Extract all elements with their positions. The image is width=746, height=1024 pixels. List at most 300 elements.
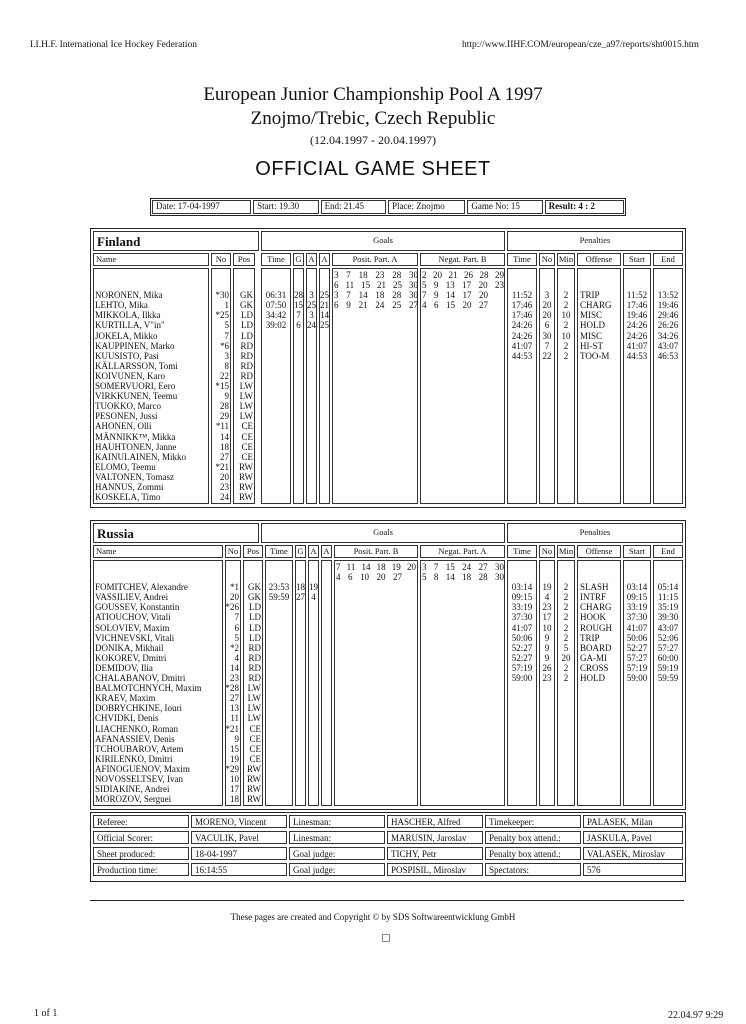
minus-player: 21	[448, 270, 458, 280]
title-line2: Znojmo/Trebic, Czech Republic	[250, 108, 496, 129]
goal-assist: 4	[311, 592, 316, 603]
player-name: MIKKOLA, Ilkka	[95, 310, 161, 321]
russia-penalty-times	[507, 562, 537, 703]
minus-player: 17	[462, 290, 472, 301]
player-name: VASSILIEV, Andrei	[95, 592, 169, 603]
penalty-minutes: 2	[563, 622, 569, 633]
finland-penalty-times	[507, 270, 537, 381]
player-number: *21	[215, 461, 229, 472]
plus-player: 11	[345, 280, 355, 291]
penalty-end: 52:06	[657, 632, 679, 643]
russia-player-names	[95, 562, 223, 824]
goal-time: 34:42	[265, 310, 287, 321]
penalty-start: 19:46	[626, 310, 648, 321]
goal-time: 07:50	[265, 300, 287, 311]
penalty-start: 24:26	[626, 330, 648, 341]
player-position: CE	[241, 441, 253, 452]
player-number: 5	[224, 320, 229, 331]
plus-player: 6	[348, 572, 353, 583]
minus-player: 9	[433, 280, 439, 291]
plus-player: 7	[346, 290, 351, 301]
minus-player: 26	[464, 270, 473, 280]
player-position: LW	[247, 683, 261, 694]
game-end: End: 21.45	[321, 200, 386, 214]
penalty-end: 57:27	[657, 642, 679, 653]
plus-player: 18	[375, 290, 385, 301]
minus-player: 28	[479, 270, 489, 280]
minus-player: 7	[422, 290, 427, 301]
player-position: CE	[249, 753, 261, 764]
plus-player: 27	[408, 300, 418, 311]
minus-player: 27	[479, 300, 488, 311]
penalty-end: 05:14	[657, 582, 679, 593]
penalty-start: 52:27	[626, 642, 648, 653]
finland-penalty-ends	[653, 270, 683, 381]
player-position: GK	[248, 592, 261, 603]
russia-penalty-numbers	[539, 562, 555, 703]
penalty-end: 43:07	[657, 622, 679, 633]
russia-penalty-starts	[623, 562, 651, 703]
finland-player-numbers	[211, 270, 229, 522]
plus-player: 19	[391, 562, 401, 572]
goal-assist: 3	[309, 310, 314, 321]
player-number: 7	[234, 612, 239, 623]
player-position: RW	[246, 784, 261, 795]
penalty-time: 03:14	[511, 582, 533, 593]
player-number: 27	[220, 451, 229, 462]
player-name: MÄNNIKK™, Mikka	[95, 431, 176, 442]
pen-no-header: No	[539, 253, 555, 266]
penalty-start: 24:26	[626, 320, 648, 331]
player-name: CHALABANOV, Dmitri	[95, 673, 186, 684]
goal-scorer: 18	[296, 582, 305, 593]
player-position: RD	[248, 642, 261, 653]
penalty-player: 10	[542, 622, 552, 633]
finland-goal-scorers	[293, 270, 304, 351]
goal-assist: 3	[309, 290, 314, 301]
player-position: RD	[240, 360, 253, 371]
goal-g-header: G	[295, 545, 306, 558]
finland-goals-heading: Goals	[373, 235, 393, 245]
russia-goal-scorers	[295, 562, 306, 623]
minus-player: 30	[494, 572, 504, 583]
player-name: GOUSSEV, Konstantin	[95, 602, 180, 613]
russia-penalty-minutes	[557, 562, 575, 703]
player-position: LW	[239, 391, 253, 402]
plus-player: 24	[375, 300, 385, 311]
player-position: RD	[248, 662, 261, 673]
player-position: LD	[241, 310, 253, 321]
minus-player: 27	[478, 562, 488, 572]
player-number: 20	[230, 592, 239, 603]
player-number: 14	[230, 662, 239, 673]
player-name: AFANASSIEV, Denis	[95, 733, 175, 744]
negat-part-header: Negat. Part. A	[420, 545, 505, 558]
penalty-player: 30	[542, 330, 552, 341]
penalty-player: 17	[542, 612, 552, 623]
penalty-time: 37:30	[511, 612, 533, 623]
plus-player: 15	[361, 280, 371, 291]
minus-player: 20	[462, 300, 472, 311]
player-number: 1	[224, 300, 229, 311]
penalty-box2-value: VALASEK, Miroslav	[583, 847, 683, 860]
penalty-end: 59:19	[657, 662, 679, 673]
russia-player-positions	[243, 562, 261, 824]
penalty-offense: INTRF	[580, 592, 607, 603]
penalty-offense: TRIP	[580, 632, 600, 643]
timekeeper-value: PALASEK, Milan	[583, 815, 683, 828]
goal-time-header: Time	[265, 545, 293, 558]
player-name: KAUPPINEN, Marko	[95, 340, 175, 351]
minus-player: 20	[479, 290, 488, 301]
goal-assist	[321, 582, 332, 592]
goal-scorer: 15	[294, 300, 303, 311]
player-number: *29	[225, 763, 239, 774]
player-position: LW	[247, 713, 261, 724]
penalty-player: 9	[544, 642, 550, 653]
produced-value: 18-04-1997	[191, 847, 287, 860]
player-position: CE	[241, 451, 253, 462]
penalty-minutes: 2	[563, 290, 569, 301]
penalty-end: 11:15	[657, 592, 679, 603]
player-name: SOLOVIEV, Maxim	[95, 622, 170, 633]
minus-player: 8	[433, 572, 439, 583]
player-number: 14	[220, 431, 229, 442]
penalty-minutes: 2	[563, 592, 569, 603]
goal-time: 06:31	[265, 290, 287, 301]
player-name: VIRKKUNEN, Teemu	[95, 391, 178, 402]
player-number: *26	[225, 602, 239, 613]
plus-player: 4	[336, 572, 341, 583]
penalty-minutes: 2	[563, 662, 569, 673]
goal-a2-header: A	[319, 253, 330, 266]
player-name: DOBRYCHKINE, Iouri	[95, 703, 182, 714]
penalty-offense: HI-ST	[580, 340, 603, 351]
penalty-time: 50:06	[511, 632, 533, 643]
minus-player: 14	[445, 572, 455, 583]
penalty-time: 44:53	[511, 350, 533, 361]
title-line1: European Junior Championship Pool A 1997	[203, 84, 543, 105]
officials-table	[90, 812, 686, 882]
player-name: NORONEN, Mika	[95, 290, 163, 301]
goal-a2-header: A	[321, 545, 332, 558]
minus-player: 13	[445, 280, 455, 291]
penalty-end: 13:52	[657, 290, 679, 301]
pos-header: Pos	[243, 545, 263, 558]
goal-scorer: 7	[296, 310, 301, 321]
penalty-end: 26:26	[657, 320, 679, 331]
penalty-start: 41:07	[626, 340, 648, 351]
game-place: Place: Znojmo	[388, 200, 465, 214]
plus-player: 11	[346, 562, 356, 572]
player-number: 7	[224, 330, 229, 341]
plus-player: 6	[334, 280, 339, 291]
plus-player: 25	[392, 300, 402, 311]
penalty-player: 19	[542, 582, 552, 593]
player-name: AHONEN, Olli	[95, 421, 152, 432]
game-number: Game No: 15	[467, 200, 542, 214]
pen-min-header: Min	[558, 546, 574, 556]
linesman2-value: MARUSIN, Jaroslav	[387, 831, 483, 844]
goal-assist: 25	[320, 290, 329, 301]
penalty-minutes: 2	[563, 300, 569, 311]
player-number: 9	[224, 391, 229, 402]
finland-player-names	[95, 270, 209, 522]
finland-team-name: Finland	[93, 231, 259, 251]
goal-assist	[321, 592, 332, 602]
player-number: 9	[234, 733, 239, 744]
player-name: BALMOTCHNYCH, Maxim	[95, 683, 202, 694]
pen-end-header: End	[653, 253, 683, 266]
spectators-label: Spectators:	[485, 863, 581, 876]
penalty-player: 6	[544, 320, 550, 331]
russia-penalty-ends	[653, 562, 683, 703]
penalty-end: 39:30	[657, 612, 679, 623]
finland-penalty-numbers	[539, 270, 555, 381]
game-start: Start: 19.30	[253, 200, 318, 214]
russia-goal-times	[265, 562, 293, 623]
penalty-player: 9	[544, 632, 550, 643]
penalty-minutes: 5	[563, 642, 569, 653]
player-position: RW	[238, 471, 253, 482]
player-name: JOKELA, Mikko	[95, 330, 158, 341]
player-number: *6	[220, 340, 229, 351]
penalty-time: 24:26	[511, 330, 533, 341]
penalty-offense: MISC	[580, 310, 603, 321]
goal-time-header: Time	[261, 253, 291, 266]
penalty-time: 33:19	[511, 602, 533, 613]
plus-player: 14	[361, 562, 371, 572]
player-number: *15	[215, 381, 229, 392]
russia-penalties-heading: Penalties	[579, 527, 611, 537]
plus-player: 28	[392, 290, 402, 301]
minus-player: 20	[433, 270, 442, 280]
player-position: LD	[249, 632, 261, 643]
minus-player: 17	[462, 280, 472, 291]
goal-time: 39:02	[265, 320, 287, 331]
player-position: RW	[238, 461, 253, 472]
page-count: 1 of 1	[34, 1008, 58, 1019]
print-stamp: 22.04.97 9:29	[668, 1010, 724, 1021]
player-name: ELOMO, Teemu	[95, 461, 156, 472]
pen-min-header: Min	[558, 254, 574, 264]
plus-player: 3	[334, 270, 339, 280]
player-number: 20	[220, 471, 229, 482]
minus-player: 4	[422, 300, 427, 311]
scorer-value: VACULIK, Pavel	[191, 831, 287, 844]
russia-posit-part	[336, 562, 416, 582]
penalty-minutes: 2	[563, 340, 569, 351]
pen-no-header: No	[539, 545, 555, 558]
player-number: 8	[224, 360, 229, 371]
pen-start-header: Start	[623, 545, 651, 558]
player-name: MOROZOV, Serguei	[95, 794, 172, 805]
player-position: RW	[238, 492, 253, 503]
plus-player: 21	[377, 280, 387, 291]
player-number: 18	[230, 794, 239, 805]
player-position: CE	[249, 733, 261, 744]
penalty-time: 52:27	[511, 642, 533, 653]
player-name: DEMIDOV, Ilia	[95, 662, 153, 673]
player-position: GK	[240, 300, 253, 311]
penalty-end: 46:53	[657, 350, 679, 361]
prodtime-label: Production time:	[93, 863, 189, 876]
minus-player: 7	[433, 562, 439, 572]
minus-player: 5	[422, 280, 427, 291]
player-number: 23	[230, 673, 239, 684]
penalty-minutes: 2	[563, 632, 569, 643]
player-name: KURTILLA, V"in"	[95, 320, 165, 331]
penalty-time: 57:19	[511, 662, 533, 673]
player-position: LD	[249, 612, 261, 623]
pen-time-header: Time	[507, 545, 537, 558]
penalty-offense: HOLD	[580, 673, 605, 684]
player-position: RD	[240, 350, 253, 361]
penalty-start: 41:07	[626, 622, 648, 633]
goaljudge1-label: Goal judge:	[289, 847, 385, 860]
page-url[interactable]: http://www.IIHF.COM/european/cze_a97/reports/sht0015.htm	[462, 40, 699, 50]
minus-player: 23	[494, 280, 504, 291]
penalty-player: 20	[542, 310, 552, 321]
goal-assist: 19	[309, 582, 318, 593]
goal-g-header: G	[293, 253, 304, 266]
plus-player: 20	[406, 562, 416, 572]
finland-goal-assist2	[319, 270, 330, 351]
penalty-minutes: 2	[563, 673, 569, 684]
goal-assist: 25	[307, 300, 316, 311]
plus-player: 27	[393, 572, 402, 583]
player-position: CE	[241, 431, 253, 442]
player-number: 27	[230, 693, 239, 704]
org-name: I.I.H.F. International Ice Hockey Federation	[30, 40, 198, 50]
goal-scorer: 28	[294, 290, 303, 301]
minus-player: 20	[478, 280, 488, 291]
game-info-bar	[150, 198, 626, 216]
finland-goal-assist1	[306, 270, 317, 351]
player-name: LIACHENKO, Roman	[95, 723, 178, 734]
scorer-label: Official Scorer:	[93, 831, 189, 844]
player-number: 5	[234, 632, 239, 643]
player-position: RW	[246, 794, 261, 805]
penalty-minutes: 2	[563, 612, 569, 623]
player-name: PESONEN, Jussi	[95, 411, 158, 422]
plus-player: 9	[346, 300, 351, 311]
pen-start-header: Start	[623, 253, 651, 266]
name-header: Name	[93, 253, 209, 266]
finland-penalties-heading: Penalties	[579, 235, 611, 245]
penalty-time: 41:07	[511, 622, 533, 633]
finland-section	[90, 228, 686, 508]
penalty-start: 09:15	[626, 592, 648, 603]
player-number: 19	[230, 753, 239, 764]
minus-player: 14	[446, 290, 455, 301]
finland-negat-part	[422, 270, 504, 310]
player-position: GK	[248, 582, 261, 593]
player-number: 10	[230, 773, 239, 784]
pen-offense-header: Offense	[577, 253, 621, 266]
minus-player: 9	[434, 290, 439, 301]
player-number: 4	[234, 652, 239, 663]
player-name: AFINOGUENOV, Maxim	[95, 763, 190, 774]
footer-divider	[90, 900, 684, 901]
game-result: Result: 4 : 2	[545, 200, 624, 214]
player-name: HAUHTONEN, Janne	[95, 441, 177, 452]
player-name: KOSKELA, Timo	[95, 492, 161, 503]
penalty-end: 35:19	[657, 602, 679, 613]
goal-assist: 21	[320, 300, 329, 311]
linesman2-label: Linesman:	[289, 831, 385, 844]
player-name: KUUSISTO, Pasi	[95, 350, 159, 361]
player-number: 13	[230, 703, 239, 714]
minus-player: 30	[494, 562, 504, 572]
penalty-minutes: 2	[563, 320, 569, 331]
player-name: CHVIDKI, Denis	[95, 713, 159, 724]
penalty-offense: SLASH	[580, 582, 609, 593]
referee-value: MORENO, Vincent	[191, 815, 287, 828]
player-position: RD	[240, 370, 253, 381]
player-number: 18	[220, 441, 229, 452]
no-header: No	[225, 545, 241, 558]
penalty-box1-label: Penalty box attend.:	[485, 831, 581, 844]
penalty-minutes: 2	[563, 582, 569, 593]
penalty-minutes: 20	[561, 652, 571, 663]
penalty-offense: HOLD	[580, 320, 605, 331]
player-number: 22	[220, 370, 229, 381]
penalty-player: 4	[544, 592, 550, 603]
player-name: KIRILENKO, Dmitri	[95, 753, 173, 764]
minus-player: 6	[434, 300, 439, 311]
name-header: Name	[93, 545, 223, 558]
penalty-time: 52:27	[511, 652, 533, 663]
plus-player: 14	[358, 290, 368, 301]
penalty-start: 03:14	[626, 582, 648, 593]
player-name: HANNUS, Zommi	[95, 481, 164, 492]
goal-time: 59:59	[268, 592, 290, 603]
player-number: *28	[225, 683, 239, 694]
goal-a1-header: A	[306, 253, 317, 266]
no-header: No	[211, 253, 231, 266]
penalty-end: 34:26	[657, 330, 679, 341]
russia-negat-part	[422, 562, 504, 582]
penalty-minutes: 2	[563, 602, 569, 613]
player-name: SOMERVUORI, Eero	[95, 381, 176, 392]
player-name: FOMITCHEV, Alexandre	[95, 582, 188, 593]
linesman1-label: Linesman:	[289, 815, 385, 828]
finland-penalty-minutes	[557, 270, 575, 381]
player-name: NOVOSSELTSEV, Ivan	[95, 773, 184, 784]
penalty-time: 09:15	[511, 592, 533, 603]
penalty-start: 44:53	[626, 350, 648, 361]
referee-label: Referee:	[93, 815, 189, 828]
penalty-time: 11:52	[511, 290, 533, 301]
minus-player: 15	[445, 562, 455, 572]
finland-penalty-starts	[623, 270, 651, 381]
penalty-offense: CROSS	[580, 662, 609, 673]
pos-header: Pos	[233, 253, 255, 266]
sheet-title: OFFICIAL GAME SHEET	[255, 158, 491, 180]
penalty-end: 43:07	[657, 340, 679, 351]
player-number: *2	[230, 642, 239, 653]
produced-label: Sheet produced:	[93, 847, 189, 860]
player-position: RW	[246, 773, 261, 784]
penalty-offense: CHARG	[580, 602, 612, 613]
player-name: TCHOUBAROV, Artem	[95, 743, 184, 754]
plus-player: 23	[375, 270, 385, 280]
pen-time-header: Time	[507, 253, 537, 266]
title-dates: (12.04.1997 - 20.04.1997)	[310, 133, 436, 147]
player-position: CE	[249, 723, 261, 734]
russia-penalty-offenses	[580, 562, 621, 703]
